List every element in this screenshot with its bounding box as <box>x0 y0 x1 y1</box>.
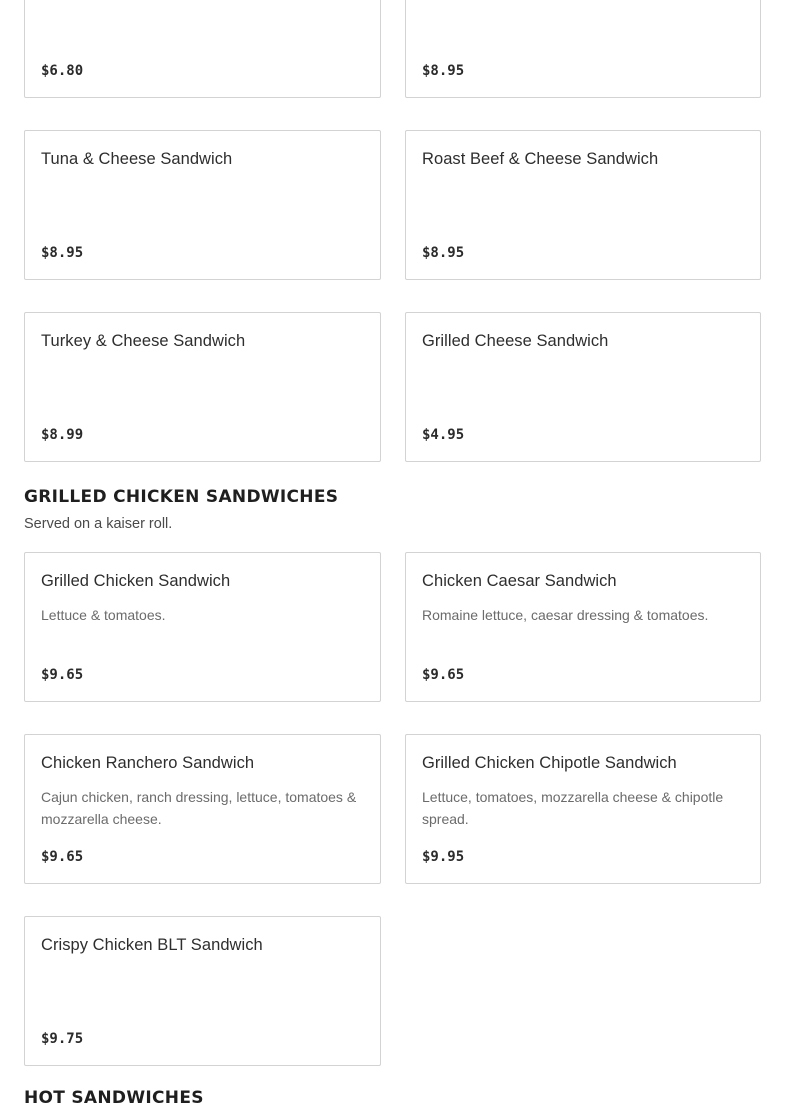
menu-item-name: Grilled Cheese Sandwich <box>422 332 609 350</box>
menu-item-name: Chicken Ranchero Sandwich <box>41 754 255 772</box>
menu-item-price: $6.80 <box>41 63 84 79</box>
menu-item-price: $8.95 <box>41 245 84 261</box>
menu-item-card[interactable] <box>405 130 761 280</box>
menu-item-card[interactable] <box>24 916 381 1066</box>
menu-item-description: Cajun chicken, ranch dressing, lettuce, tomatoes & mozzarella cheese. <box>41 789 357 827</box>
menu-item-card[interactable] <box>24 734 381 884</box>
menu-item-card[interactable] <box>405 312 761 462</box>
section-subtitle: Served on a kaiser roll. <box>24 516 173 532</box>
section-title: HOT SANDWICHES <box>24 1088 204 1108</box>
menu-item-price: $4.95 <box>422 427 465 443</box>
menu-item-price: $9.65 <box>41 849 84 865</box>
menu-item-card[interactable] <box>405 734 761 884</box>
menu-item-card[interactable] <box>24 312 381 462</box>
menu-item-name: Crispy Chicken BLT Sandwich <box>41 936 263 954</box>
menu-item-card[interactable] <box>405 0 761 98</box>
menu-item-name: Chicken Caesar Sandwich <box>422 572 617 590</box>
menu-item-price: $8.99 <box>41 427 84 443</box>
menu-item-price: $8.95 <box>422 63 465 79</box>
menu-item-description: Romaine lettuce, caesar dressing & tomatoes. <box>422 607 709 623</box>
menu-item-description: Lettuce & tomatoes. <box>41 607 166 623</box>
menu-item-price: $9.75 <box>41 1031 84 1047</box>
menu-item-price: $9.65 <box>422 667 465 683</box>
menu-item-card[interactable] <box>24 0 381 98</box>
menu-item-name: Roast Beef & Cheese Sandwich <box>422 150 659 168</box>
menu-item-name: Turkey & Cheese Sandwich <box>41 332 246 350</box>
menu-item-price: $9.95 <box>422 849 465 865</box>
section-title: GRILLED CHICKEN SANDWICHES <box>24 487 339 507</box>
menu-item-card[interactable] <box>24 552 381 702</box>
menu-item-name: Grilled Chicken Sandwich <box>41 572 231 590</box>
menu-item-price: $9.65 <box>41 667 84 683</box>
menu-item-name: Tuna & Cheese Sandwich <box>41 150 233 168</box>
menu-item-name: Grilled Chicken Chipotle Sandwich <box>422 754 677 772</box>
menu-item-price: $8.95 <box>422 245 465 261</box>
menu-item-card[interactable] <box>24 130 381 280</box>
menu-item-card[interactable] <box>405 552 761 702</box>
menu-item-description: Lettuce, tomatoes, mozzarella cheese & chipotle spread. <box>422 789 724 827</box>
